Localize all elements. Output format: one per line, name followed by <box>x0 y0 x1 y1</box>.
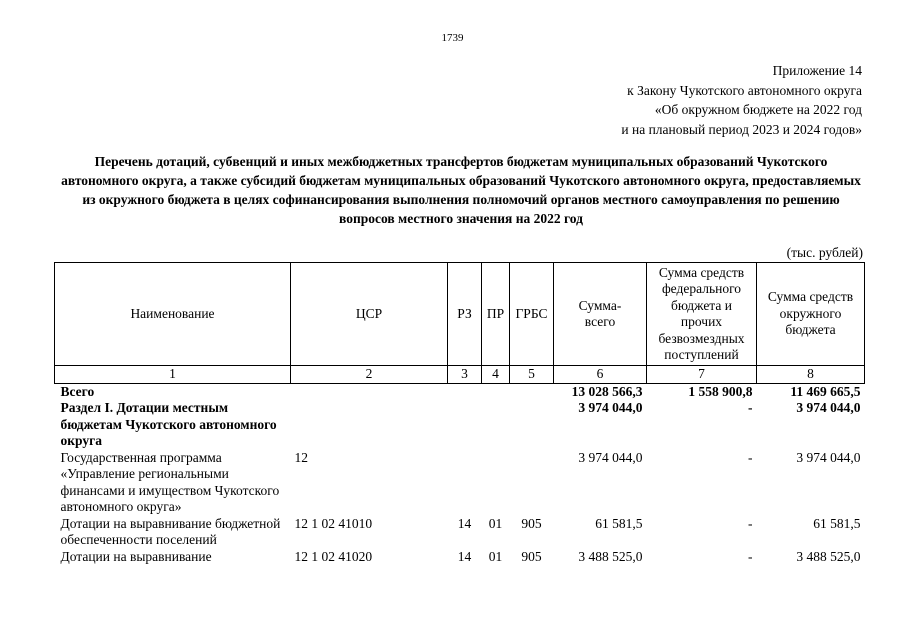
appendix-line: Приложение 14 <box>772 63 862 78</box>
row-okrug: 61 581,5 <box>813 515 861 531</box>
row-grbs: 905 <box>521 548 542 564</box>
column-number: 5 <box>510 366 554 384</box>
row-rz: 14 <box>457 515 472 531</box>
row-csr: 12 <box>294 449 308 465</box>
row-csr <box>291 400 448 450</box>
row-pr <box>482 450 510 516</box>
row-okrug: 3 974 044,0 <box>796 400 861 415</box>
header-okrug: Сумма средств окружного бюджета <box>757 263 865 366</box>
row-federal: - <box>748 548 753 564</box>
row-okrug: 3 488 525,0 <box>796 548 861 564</box>
row-total: 61 581,5 <box>595 515 643 531</box>
row-federal: - <box>748 400 753 415</box>
row-rz <box>448 383 482 400</box>
transfers-table <box>54 262 865 565</box>
appendix-line: к Закону Чукотского автономного округа <box>627 82 862 98</box>
header-row <box>55 263 865 366</box>
row-pr: 01 <box>488 548 503 564</box>
row-rz <box>448 450 482 516</box>
header-grbs: ГРБС <box>510 263 554 366</box>
column-number: 3 <box>448 366 482 384</box>
row-rz: 14 <box>457 548 472 564</box>
row-grbs: 905 <box>521 515 542 531</box>
row-name: Раздел I. Дотации местным бюджетам Чукотского автономного округа <box>60 400 277 448</box>
header-csr: ЦСР <box>291 263 448 366</box>
column-number: 2 <box>291 366 448 384</box>
row-name: Государственная программа «Управление региональными финансами и имуществом Чукотского автономного округа» <box>60 449 280 514</box>
row-name: Всего <box>60 383 95 399</box>
header-federal: Сумма средств федерального бюджета и прочих безвозмездных поступлений <box>647 263 757 366</box>
row-total: 3 974 044,0 <box>578 449 643 465</box>
column-number-row <box>55 366 865 384</box>
row-pr: 01 <box>488 515 503 531</box>
row-federal: 1 558 900,8 <box>688 383 753 399</box>
table-row <box>55 549 865 566</box>
row-name: Дотации на выравнивание <box>60 548 212 564</box>
row-federal: - <box>748 449 753 465</box>
appendix-header <box>621 61 862 139</box>
document-title: Перечень дотаций, субвенций и иных межбюджетных трансфертов бюджетам муниципальных образований Чукотского автономного округа, а также субсидий бюджетам муниципальных образований Чукотского автономного округа, предоставляемых из окружного бюджета в целях софинансирования выполнения полномочий органов местного самоуправления по решению вопросов местного значения на 2022 год <box>61 154 861 226</box>
row-total: 3 488 525,0 <box>578 548 643 564</box>
column-number: 1 <box>55 366 291 384</box>
table-row <box>55 450 865 516</box>
row-grbs <box>510 400 554 450</box>
header-rz: РЗ <box>448 263 482 366</box>
column-number: 7 <box>647 366 757 384</box>
row-pr <box>482 400 510 450</box>
table-row <box>55 400 865 450</box>
page-number: 1739 <box>441 32 464 44</box>
column-number: 4 <box>482 366 510 384</box>
header-name: Наименование <box>55 263 291 366</box>
appendix-line: и на плановый период 2023 и 2024 годов» <box>621 121 862 137</box>
row-name: Дотации на выравнивание бюджетной обеспеченности поселений <box>60 515 281 547</box>
header-pr: ПР <box>482 263 510 366</box>
row-total: 3 974 044,0 <box>578 400 643 415</box>
table-row <box>55 516 865 549</box>
column-number: 6 <box>554 366 647 384</box>
row-grbs <box>510 383 554 400</box>
appendix-line: «Об окружном бюджете на 2022 год <box>654 102 862 117</box>
row-pr <box>482 383 510 400</box>
row-total: 13 028 566,3 <box>571 383 643 399</box>
header-total: Сумма-всего <box>554 263 647 366</box>
row-okrug: 3 974 044,0 <box>796 449 861 465</box>
row-okrug: 11 469 665,5 <box>790 383 861 399</box>
row-federal: - <box>748 515 753 531</box>
row-csr <box>291 383 448 400</box>
unit-label: (тыс. рублей) <box>786 245 863 260</box>
table-row <box>55 383 865 400</box>
row-csr: 12 1 02 41010 <box>294 515 373 531</box>
row-grbs <box>510 450 554 516</box>
column-number: 8 <box>757 366 865 384</box>
row-csr: 12 1 02 41020 <box>294 548 373 564</box>
row-rz <box>448 400 482 450</box>
